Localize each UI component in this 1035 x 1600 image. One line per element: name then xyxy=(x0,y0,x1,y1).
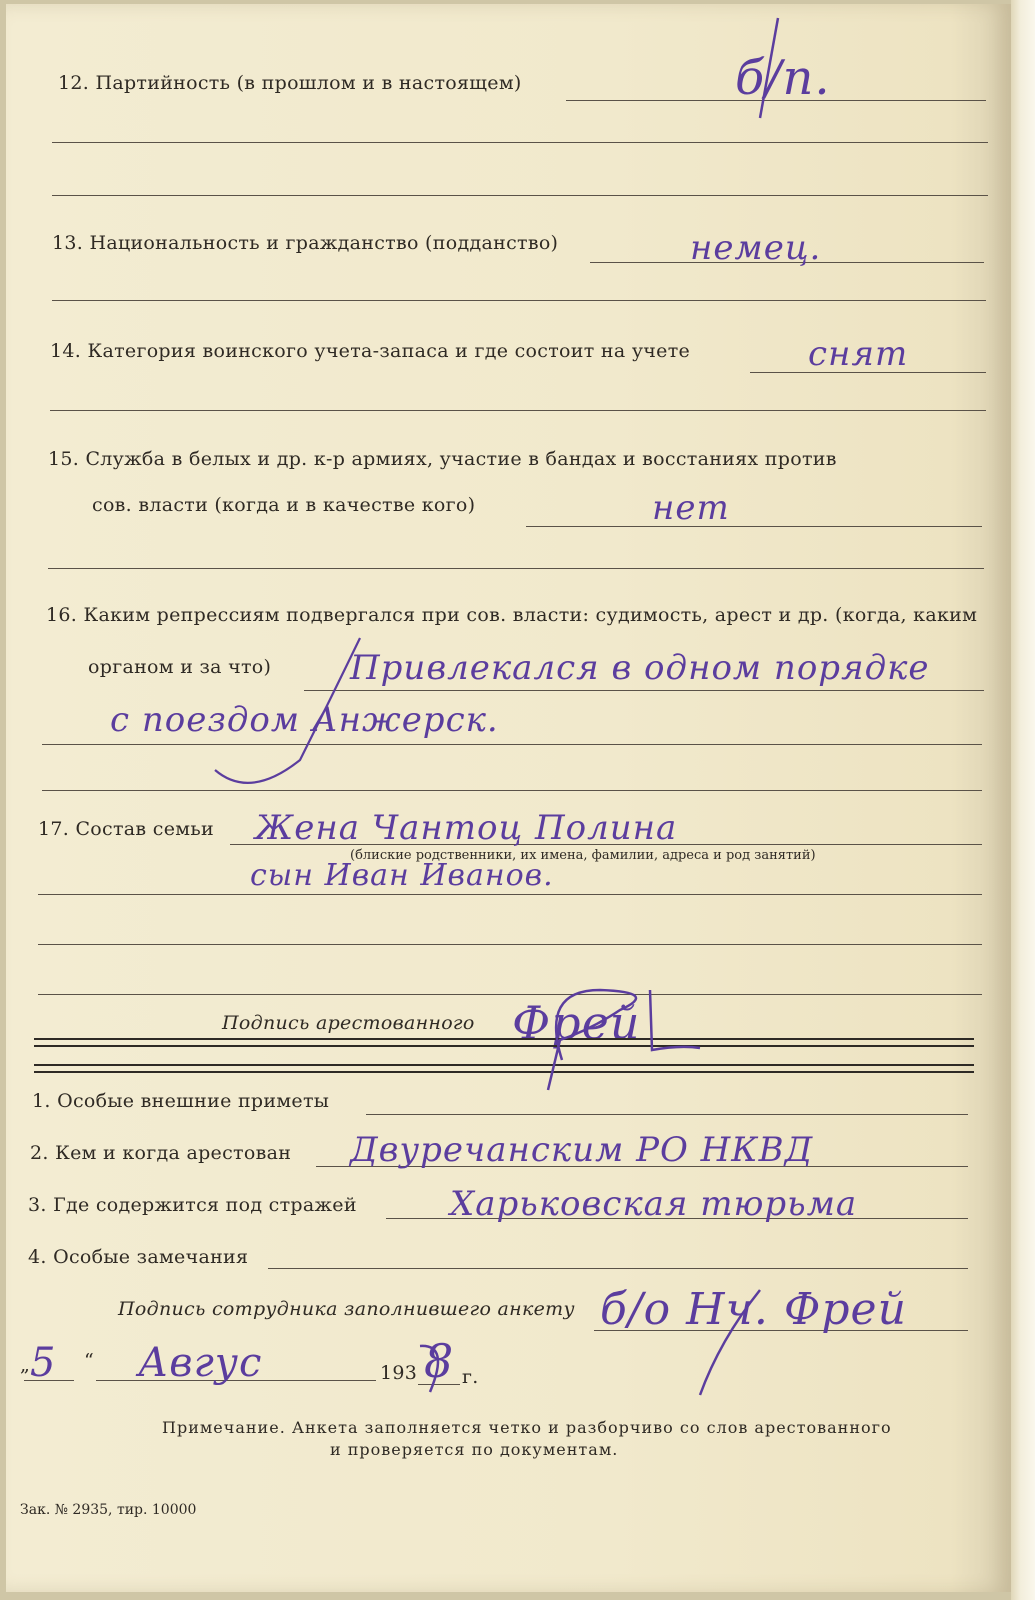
q17-label: 17. Состав семьи xyxy=(38,818,214,840)
print-info: Зак. № 2935, тир. 10000 xyxy=(20,1502,197,1518)
blank-line xyxy=(52,142,988,143)
q16-label-1: 16. Каким репрессиям подвергался при сов. власти: судимость, арест и др. (когда, каким xyxy=(46,604,978,626)
officer-signature: б/о Нч. Фрей xyxy=(600,1284,907,1335)
q15-label-2: сов. власти (когда и в качестве кого) xyxy=(92,494,476,516)
q15-answer: нет xyxy=(652,488,730,528)
s1-line xyxy=(366,1114,968,1115)
q17-line-2 xyxy=(38,894,982,895)
date-day: 5 xyxy=(30,1340,57,1386)
date-quote-close: “ xyxy=(84,1350,95,1372)
s4-line xyxy=(268,1268,968,1269)
q13-label: 13. Национальность и гражданство (подданство) xyxy=(52,232,559,254)
blank-line xyxy=(38,944,982,945)
date-quote-open: „ xyxy=(20,1354,31,1376)
date-day-line xyxy=(24,1380,74,1381)
q17-hint: (блиские родственники, их имена, фамилии, адреса и род занятий) xyxy=(350,848,816,863)
q15-line xyxy=(526,526,982,527)
blank-line xyxy=(50,410,986,411)
s2-label: 2. Кем и когда арестован xyxy=(30,1142,292,1164)
q16-line-2 xyxy=(42,744,982,745)
q16-line xyxy=(304,690,984,691)
q13-answer: немец. xyxy=(690,228,822,268)
blank-line xyxy=(38,994,982,995)
note-line-1: Примечание. Анкета заполняется четко и разборчиво со слов арестованного xyxy=(162,1418,892,1437)
note-line-2: и проверяется по документам. xyxy=(330,1440,619,1459)
s2-answer: Двуречанским РО НКВД xyxy=(350,1130,814,1170)
date-year-prefix: 193 xyxy=(380,1362,418,1384)
section-divider-top xyxy=(34,1038,974,1047)
q12-label: 12. Партийность (в прошлом и в настоящем) xyxy=(58,72,522,94)
officer-signature-label: Подпись сотрудника заполнившего анкету xyxy=(118,1298,575,1320)
blank-line xyxy=(48,568,984,569)
date-month: Авгус xyxy=(138,1340,263,1386)
blank-line xyxy=(42,790,982,791)
q17-answer-2: сын Иван Иванов. xyxy=(250,858,554,893)
date-suffix: г. xyxy=(462,1366,479,1388)
q16-answer-2: с поездом Анжерск. xyxy=(110,700,499,740)
q14-label: 14. Категория воинского учета-запаса и где состоит на учете xyxy=(50,340,691,362)
page-edge xyxy=(1011,0,1035,1600)
blank-line xyxy=(52,195,988,196)
s3-answer: Харьковская тюрьма xyxy=(450,1184,858,1224)
blank-line xyxy=(52,300,986,301)
q12-answer: б/п. xyxy=(735,50,831,106)
date-year-digit: 8 xyxy=(424,1334,455,1388)
s1-label: 1. Особые внешние приметы xyxy=(32,1090,330,1112)
s3-label: 3. Где содержится под стражей xyxy=(28,1194,357,1216)
arrested-signature: Фрей xyxy=(512,996,641,1050)
s4-label: 4. Особые замечания xyxy=(28,1246,249,1268)
q14-answer: снят xyxy=(808,334,909,374)
arrested-signature-label: Подпись арестованного xyxy=(222,1012,475,1034)
q17-answer-1: Жена Чантоц Полина xyxy=(255,808,678,848)
section-divider-bottom xyxy=(34,1064,974,1073)
q15-label-1: 15. Служба в белых и др. к-р армиях, участие в бандах и восстаниях против xyxy=(48,448,837,470)
q16-label-2: органом и за что) xyxy=(88,656,272,678)
q16-answer-1: Привлекался в одном порядке xyxy=(350,648,930,688)
